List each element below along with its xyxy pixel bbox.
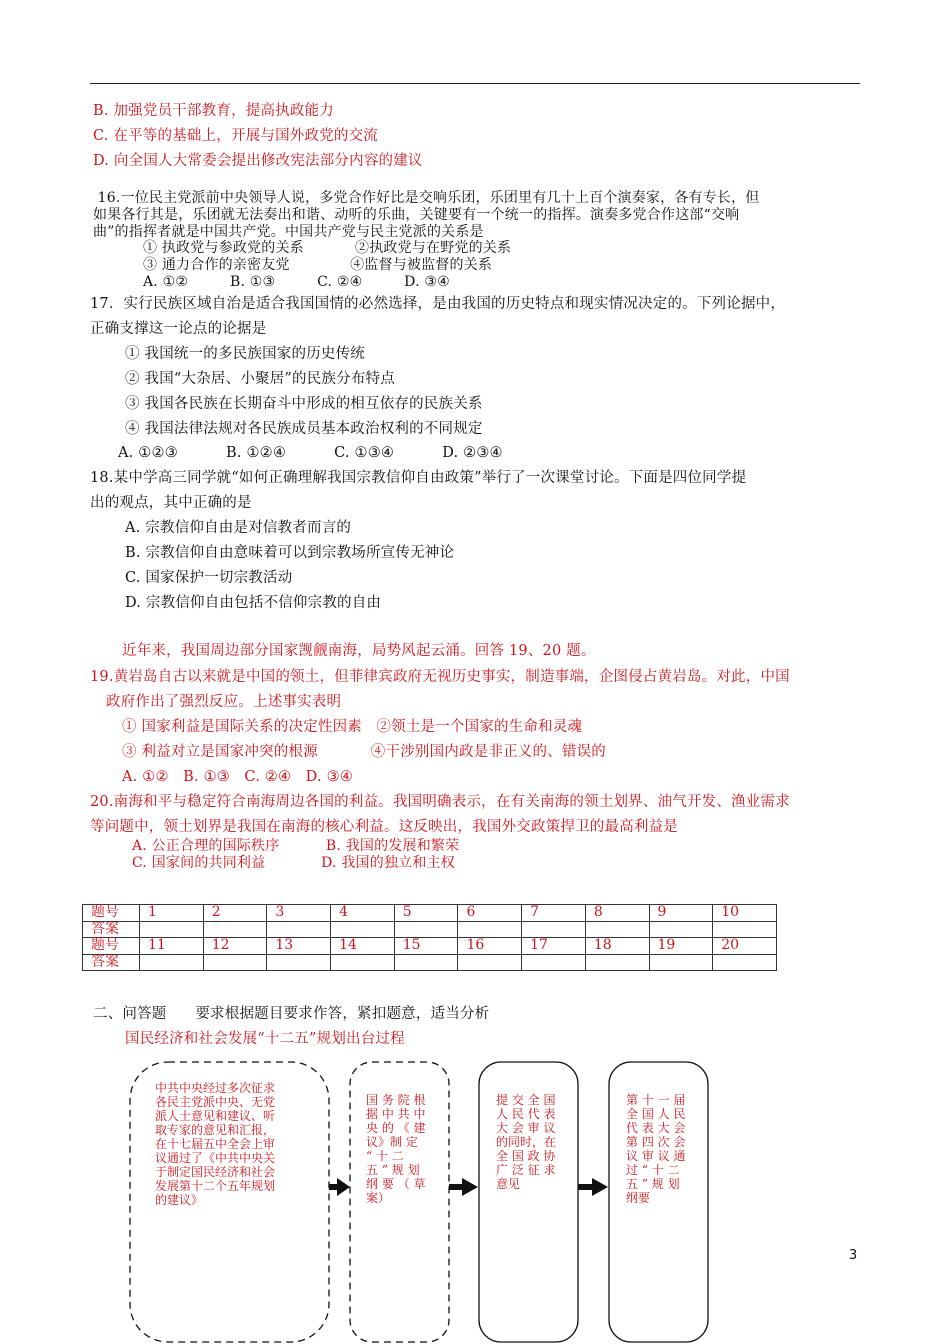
table-cell: 2 (203, 905, 267, 922)
q18-option-c: C. 国家保护一切宗教活动 (125, 570, 293, 586)
q20-options-line-2: C. 国家间的共同利益 D. 我国的独立和主权 (132, 855, 455, 871)
table-cell: 题号 (83, 905, 140, 922)
q16-item-line-2: ③ 通力合作的亲密友党 ④监督与被监督的关系 (143, 257, 493, 273)
flow-box-2-text: 国 务 院 根 据 中 共 中 央 的 《 建 议》制 定 “ 十 二 五 ” 规 划 纲 要 （ 草 案） (366, 1093, 426, 1205)
q17-stem-line-2: 正确支撑这一论点的论据是 (90, 321, 267, 337)
table-cell: 17 (522, 938, 586, 955)
flow-box-1-text: 中共中央经过多次征求 各民主党派中央、无党 派人士意见和建议、听 取专家的意见和汇报， 在十七届五中全会上审 议通过了《中共中央关 于制定国民经济和社会 发展第十二个五年规划 的建议》 (155, 1081, 276, 1207)
q19-stem-line-2: 政府作出了强烈反应。上述事实表明 (106, 694, 342, 710)
flow-box-4-text: 第 十 一 届 全 国 人 民 代 表 大 会 第 四 次 会 议 审 议 通 过 “ 十 二 五 ” 规 划 纲要 (626, 1093, 686, 1205)
table-cell: 9 (649, 905, 713, 922)
page-number: 3 (849, 1248, 858, 1263)
q16-options: A. ①② B. ①③ C. ②④ D. ③④ (143, 274, 450, 290)
q19-stem-line-1: 19.黄岩岛自古以来就是中国的领土，但菲律宾政府无视历史事实，制造事端，企图侵占黄岩岛。对此，中国 (90, 669, 790, 685)
q19-20-intro: 近年来，我国周边部分国家觊觎南海，局势风起云涌。回答 19、20 题。 (122, 643, 596, 659)
flow-title: 国民经济和社会发展“十二五”规划出台过程 (125, 1031, 405, 1047)
q16-stem-line-2: 如果各行其是，乐团就无法奏出和谐、动听的乐曲，关键要有一个统一的指挥。演奏多党合作这部“交响 (93, 207, 740, 223)
table-cell: 4 (331, 905, 395, 922)
table-cell: 5 (394, 905, 458, 922)
table-cell: 13 (267, 938, 331, 955)
table-cell: 8 (585, 905, 649, 922)
q18-option-b: B. 宗教信仰自由意味着可以到宗教场所宣传无神论 (125, 545, 455, 561)
flow-arrow-3-icon (578, 1178, 608, 1196)
q17-item-2: ② 我国“大杂居、小聚居”的民族分布特点 (125, 371, 395, 387)
q20-options-line-1: A. 公正合理的国际秩序 B. 我国的发展和繁荣 (132, 838, 460, 854)
q15-option-d: D. 向全国人大常委会提出修改宪法部分内容的建议 (93, 153, 423, 169)
q16-stem-line-3: 曲”的指挥者就是中国共产党。中国共产党与民主党派的关系是 (93, 224, 484, 240)
q18-stem-line-2: 出的观点，其中正确的是 (90, 495, 252, 511)
q17-item-3: ③ 我国各民族在长期奋斗中形成的相互依存的民族关系 (125, 396, 483, 412)
table-cell: 3 (267, 905, 331, 922)
table-cell: 15 (394, 938, 458, 955)
q18-option-a: A. 宗教信仰自由是对信教者而言的 (125, 520, 352, 536)
flow-box-3-text: 提 交 全 国 人 民 代 表 大 会 审 议 的同时，在 全 国 政 协 广 泛 征 求 意见 (496, 1093, 557, 1191)
flow-arrow-1-icon (329, 1178, 350, 1196)
q20-stem-line-1: 20.南海和平与稳定符合南海周边各国的利益。我国明确表示，在有关南海的领土划界、油气开发、渔业需求 (90, 794, 790, 810)
table-cell: 20 (713, 938, 777, 955)
q17-item-1: ① 我国统一的多民族国家的历史传统 (125, 346, 366, 362)
q17-item-4: ④ 我国法律法规对各民族成员基本政治权利的不同规定 (125, 421, 483, 437)
table-cell: 7 (522, 905, 586, 922)
q17-options: A. ①②③ B. ①②④ C. ①③④ D. ②③④ (118, 445, 503, 461)
table-cell: 11 (140, 938, 204, 955)
q17-stem-line-1: 17．实行民族区域自治是适合我国国情的必然选择，是由我国的历史特点和现实情况决定的。下列论据中， (90, 296, 786, 312)
q15-option-c: C. 在平等的基础上，开展与国外政党的交流 (93, 128, 378, 144)
table-cell: 14 (331, 938, 395, 955)
q18-stem-line-1: 18.某中学高三同学就“如何正确理解我国宗教信仰自由政策”举行了一次课堂讨论。下面是四位同学提 (90, 470, 747, 486)
table-cell: 答案 (83, 954, 140, 971)
q16-item-line-1: ① 执政党与参政党的关系 ②执政党与在野党的关系 (143, 240, 512, 256)
table-cell: 12 (203, 938, 267, 955)
table-cell: 1 (140, 905, 204, 922)
table-cell: 答案 (83, 921, 140, 938)
q19-item-line-2: ③ 利益对立是国家冲突的根源 ④干涉别国内政是非正义的、错误的 (122, 744, 607, 760)
q16-stem-line-1: 16.一位民主党派前中央领导人说，多党合作好比是交响乐团，乐团里有几十上百个演奏家，各有专长，但 (93, 190, 760, 206)
table-cell: 16 (458, 938, 522, 955)
q20-stem-line-2: 等问题中，领土划界是我国在南海的核心利益。这反映出，我国外交政策捍卫的最高利益是 (90, 819, 678, 835)
q15-option-b: B. 加强党员干部教育，提高执政能力 (93, 103, 334, 119)
table-cell: 6 (458, 905, 522, 922)
table-cell: 题号 (83, 938, 140, 955)
section-2-heading: 二、问答题 要求根据题目要求作答，紧扣题意，适当分析 (93, 1006, 490, 1022)
flow-arrow-2-icon (449, 1178, 478, 1196)
table-cell: 10 (713, 905, 777, 922)
q19-options: A. ①② B. ①③ C. ②④ D. ③④ (122, 769, 353, 785)
q19-item-line-1: ① 国家利益是国际关系的决定性因素 ②领土是一个国家的生命和灵魂 (122, 719, 583, 735)
table-cell: 18 (585, 938, 649, 955)
q18-option-d: D. 宗教信仰自由包括不信仰宗教的自由 (125, 595, 382, 611)
table-cell: 19 (649, 938, 713, 955)
